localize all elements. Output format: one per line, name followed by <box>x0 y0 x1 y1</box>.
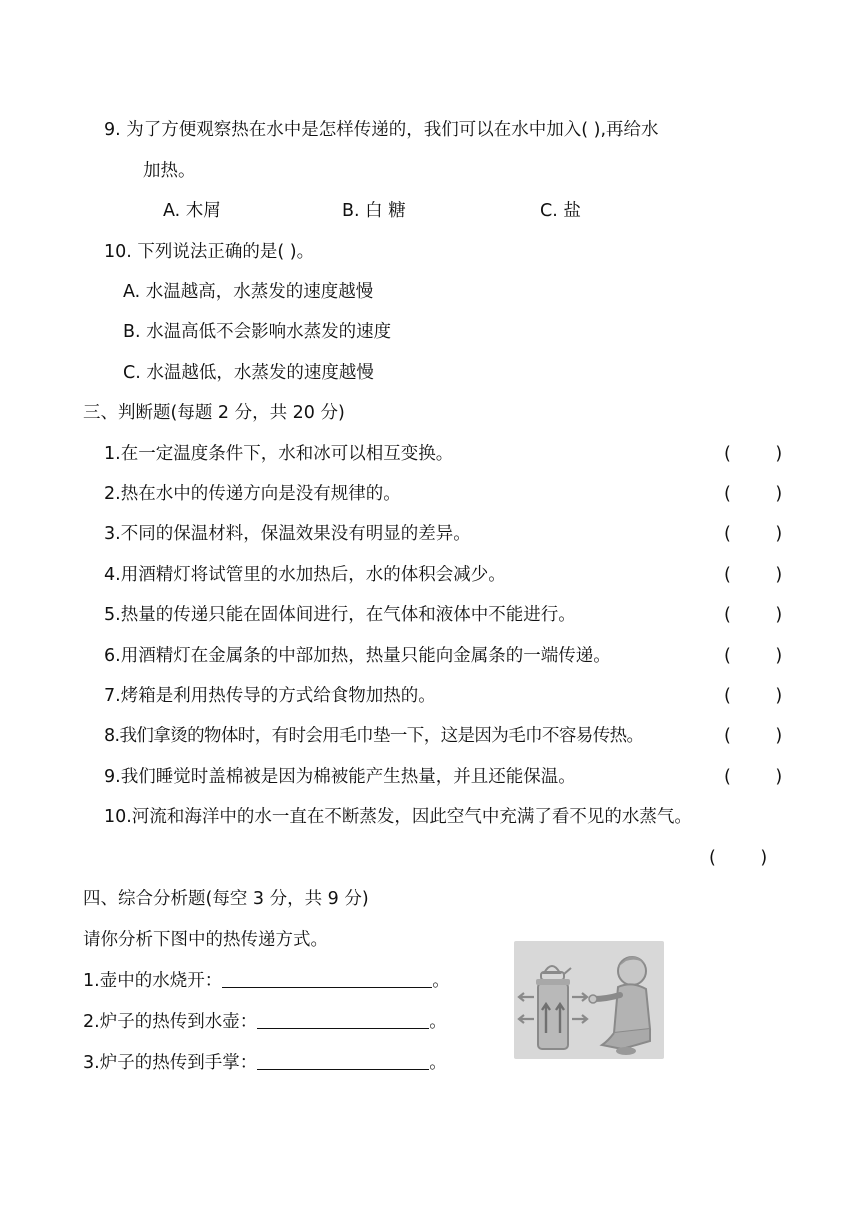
analysis-item-2 <box>83 1010 447 1034</box>
analysis-item-1 <box>83 969 450 993</box>
tf-answer-paren-9[interactable]: ( ) <box>724 767 783 787</box>
section3-heading: 三、判断题(每题 2 分，共 20 分) <box>83 403 345 423</box>
q10-option-a: A. 水温越高，水蒸发的速度越慢 <box>123 282 374 302</box>
q9-option-c: C. 盐 <box>540 201 581 221</box>
analysis-item-3 <box>83 1051 447 1075</box>
answer-blank-1[interactable] <box>222 969 432 988</box>
tf-answer-paren-1[interactable]: ( ) <box>724 444 783 464</box>
tf-item-9: 9.我们睡觉时盖棉被是因为棉被能产生热量，并且还能保温。 <box>104 767 576 787</box>
tf-answer-paren-8[interactable]: ( ) <box>724 726 783 746</box>
tf-item-6: 6.用酒精灯在金属条的中部加热，热量只能向金属条的一端传递。 <box>104 646 611 666</box>
radiation-arrow-left-icon <box>519 993 534 1001</box>
analysis-label-2: 2.炉子的热传到水壶： <box>83 1012 258 1032</box>
radiation-arrow-left-icon <box>519 1015 534 1023</box>
tf-item-4: 4.用酒精灯将试管里的水加热后，水的体积会减少。 <box>104 565 506 585</box>
tf-answer-paren-3[interactable]: ( ) <box>724 524 783 544</box>
q9-stem-line2: 加热。 <box>143 161 196 181</box>
answer-blank-3[interactable] <box>257 1051 429 1070</box>
section4-heading: 四、综合分析题(每空 3 分，共 9 分) <box>83 889 369 909</box>
tf-answer-paren-7[interactable]: ( ) <box>724 686 783 706</box>
tf-answer-paren-10[interactable]: ( ) <box>709 848 768 868</box>
radiation-arrow-right-icon <box>572 993 587 1001</box>
analysis-end-1: 。 <box>432 971 450 991</box>
tf-item-8: 8.我们拿烫的物体时，有时会用毛巾垫一下，这是因为毛巾不容易传热。 <box>104 726 644 746</box>
tf-answer-paren-2[interactable]: ( ) <box>724 484 783 504</box>
tf-item-3: 3.不同的保温材料，保温效果没有明显的差异。 <box>104 524 471 544</box>
radiation-arrow-right-icon <box>572 1015 587 1023</box>
q9-stem-line1: 9. 为了方便观察热在水中是怎样传递的，我们可以在水中加入( ),再给水 <box>104 120 659 140</box>
tf-item-2: 2.热在水中的传递方向是没有规律的。 <box>104 484 401 504</box>
analysis-label-1: 1.壶中的水烧开： <box>83 971 223 991</box>
boy-body-icon <box>614 984 650 1033</box>
section4-intro: 请你分析下图中的热传递方式。 <box>83 930 328 950</box>
tf-item-1: 1.在一定温度条件下，水和冰可以相互变换。 <box>104 444 454 464</box>
tf-answer-paren-6[interactable]: ( ) <box>724 646 783 666</box>
analysis-label-3: 3.炉子的热传到手掌： <box>83 1053 258 1073</box>
tf-item-5: 5.热量的传递只能在固体间进行，在气体和液体中不能进行。 <box>104 605 576 625</box>
analysis-end-2: 。 <box>429 1012 447 1032</box>
hand-icon <box>589 995 597 1003</box>
q9-option-b: B. 白 糖 <box>342 201 406 221</box>
q10-option-c: C. 水温越低，水蒸发的速度越慢 <box>123 363 374 383</box>
stove-kettle-boy-illustration <box>514 941 664 1059</box>
tf-item-7: 7.烤箱是利用热传导的方式给食物加热的。 <box>104 686 436 706</box>
q10-stem: 10. 下列说法正确的是( )。 <box>104 242 315 262</box>
illustration-svg <box>514 941 664 1059</box>
answer-blank-2[interactable] <box>257 1010 429 1029</box>
tf-item-10: 10.河流和海洋中的水一直在不断蒸发，因此空气中充满了看不见的水蒸气。 <box>104 807 692 827</box>
q10-option-b: B. 水温高低不会影响水蒸发的速度 <box>123 322 392 342</box>
stove-icon <box>538 983 568 1049</box>
analysis-end-3: 。 <box>429 1053 447 1073</box>
tf-answer-paren-5[interactable]: ( ) <box>724 605 783 625</box>
q9-option-a: A. 木屑 <box>163 201 221 221</box>
tf-answer-paren-4[interactable]: ( ) <box>724 565 783 585</box>
